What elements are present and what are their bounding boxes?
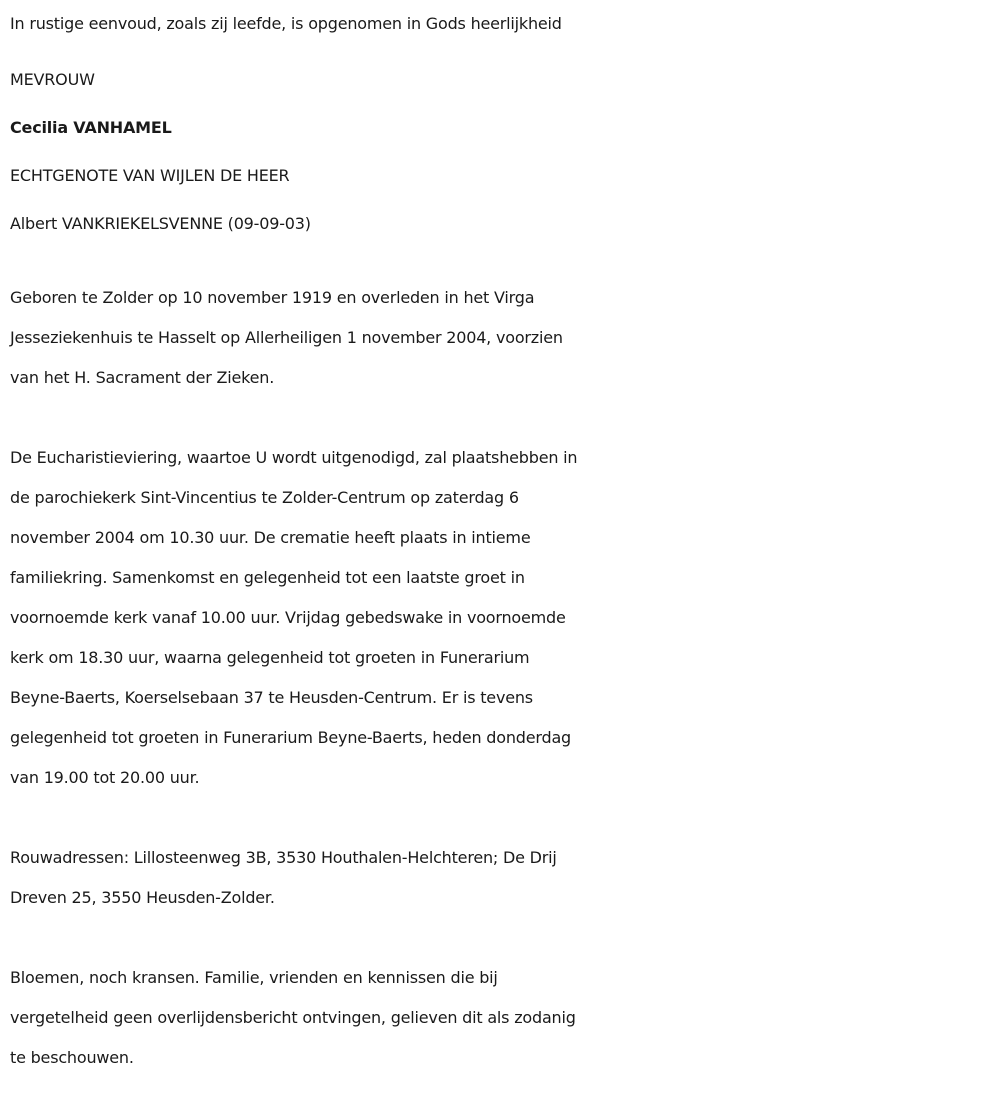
paragraph-line: Beyne-Baerts, Koerselsebaan 37 te Heusden-Centrum. Er is tevens	[10, 688, 533, 707]
flowers-paragraph	[10, 958, 995, 1078]
relation-line: ECHTGENOTE VAN WIJLEN DE HEER	[10, 166, 290, 185]
paragraph-line: Jesseziekenhuis te Hasselt op Allerheiligen 1 november 2004, voorzien	[10, 328, 563, 347]
paragraph-line: november 2004 om 10.30 uur. De crematie heeft plaats in intieme	[10, 528, 531, 547]
spacer	[10, 918, 995, 958]
obituary-document	[10, 0, 995, 1078]
paragraph-line: familiekring. Samenkomst en gelegenheid tot een laatste groet in	[10, 568, 525, 587]
paragraph-line: voornoemde kerk vanaf 10.00 uur. Vrijdag gebedswake in voornoemde	[10, 608, 566, 627]
spacer	[10, 798, 995, 838]
paragraph-line: De Eucharistieviering, waartoe U wordt uitgenodigd, zal plaatshebben in	[10, 448, 578, 467]
deceased-name: Cecilia VANHAMEL	[10, 118, 172, 137]
intro-line: In rustige eenvoud, zoals zij leefde, is opgenomen in Gods heerlijkheid	[10, 14, 562, 33]
paragraph-line: van 19.00 tot 20.00 uur.	[10, 768, 200, 787]
spacer	[10, 398, 995, 438]
paragraph-line: de parochiekerk Sint-Vincentius te Zolder-Centrum op zaterdag 6	[10, 488, 519, 507]
paragraph-line: kerk om 18.30 uur, waarna gelegenheid tot groeten in Funerarium	[10, 648, 530, 667]
paragraph-line: van het H. Sacrament der Zieken.	[10, 368, 275, 387]
paragraph-line: gelegenheid tot groeten in Funerarium Beyne-Baerts, heden donderdag	[10, 728, 571, 747]
title-line: MEVROUW	[10, 70, 95, 89]
spacer	[10, 48, 995, 56]
paragraph-line: Bloemen, noch kransen. Familie, vrienden en kennissen die bij	[10, 968, 498, 987]
paragraph-line: Rouwadressen: Lillosteenweg 3B, 3530 Houthalen-Helchteren; De Drij	[10, 848, 557, 867]
addresses-paragraph	[10, 838, 995, 918]
ceremony-paragraph	[10, 438, 995, 798]
paragraph-line: vergetelheid geen overlijdensbericht ontvingen, gelieven dit als zodanig	[10, 1008, 576, 1027]
birth-death-paragraph	[10, 278, 995, 398]
paragraph-line: Geboren te Zolder op 10 november 1919 en overleden in het Virga	[10, 288, 535, 307]
spacer	[10, 248, 995, 278]
spouse-line: Albert VANKRIEKELSVENNE (09-09-03)	[10, 214, 311, 233]
paragraph-line: Dreven 25, 3550 Heusden-Zolder.	[10, 888, 275, 907]
paragraph-line: te beschouwen.	[10, 1048, 134, 1067]
